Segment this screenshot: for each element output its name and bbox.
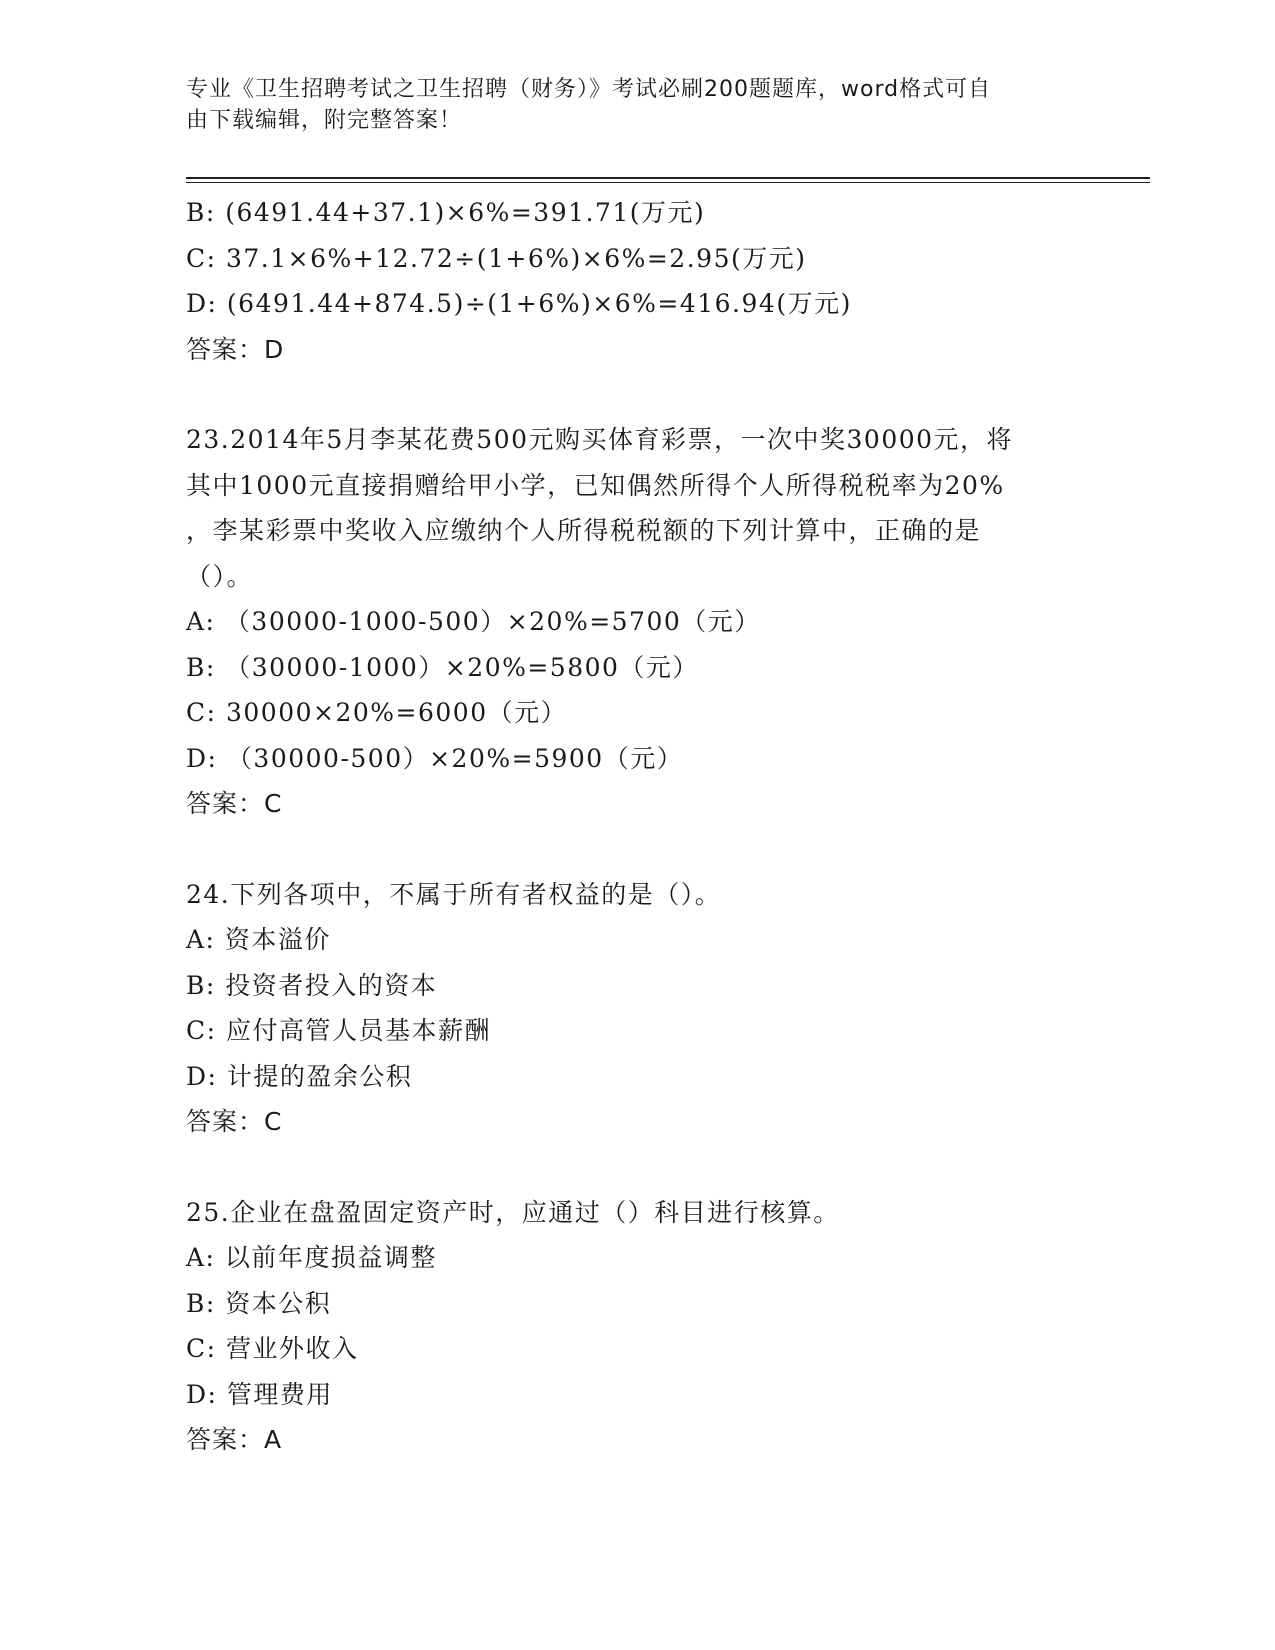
- header-line-1: 专业《卫生招聘考试之卫生招聘（财务）》考试必刷200题题库，word格式可自: [186, 77, 992, 102]
- question-text-line: 23.2014年5月李某花费500元购买体育彩票，一次中奖30000元，将: [186, 425, 1014, 454]
- option-d: D: 管理费用: [186, 1379, 333, 1409]
- answer-line: 答案：C: [186, 1107, 283, 1136]
- header-line-2: 由下载编辑，附完整答案！: [186, 108, 463, 133]
- spacer: [186, 827, 1086, 872]
- question-text-line: 其中1000元直接捐赠给甲小学，已知偶然所得个人所得税税率为20%: [186, 470, 1005, 500]
- option-b: B: （30000-1000）×20%=5800（元）: [186, 652, 699, 682]
- question-text-line: ，李某彩票中奖收入应缴纳个人所得税税额的下列计算中，正确的是: [186, 516, 982, 545]
- header-rule-thick: [186, 177, 1150, 179]
- question-23: [186, 417, 1086, 827]
- option-b: B: (6491.44+37.1)×6%=391.71(万元): [186, 198, 706, 227]
- option-c: C: 应付高管人员基本薪酬: [186, 1016, 491, 1045]
- option-c: C: 营业外收入: [186, 1334, 359, 1363]
- document-header: [186, 74, 1066, 136]
- option-b: B: 投资者投入的资本: [186, 970, 438, 1000]
- question-22-continued: [186, 190, 1086, 372]
- question-24: [186, 872, 1086, 1145]
- option-b: B: 资本公积: [186, 1288, 332, 1318]
- option-c: C: 37.1×6%+12.72÷(1+6%)×6%=2.95(万元): [186, 243, 807, 273]
- option-a: A: 以前年度损益调整: [186, 1243, 437, 1272]
- spacer: [186, 1145, 1086, 1190]
- answer-line: 答案：A: [186, 1425, 283, 1454]
- header-rule-thin: [186, 182, 1150, 183]
- option-a: A: （30000-1000-500）×20%=5700（元）: [186, 607, 761, 636]
- question-text-line: （）。: [186, 561, 254, 591]
- question-text-line: 24.下列各项中，不属于所有者权益的是（）。: [186, 879, 722, 909]
- spacer: [186, 372, 1086, 417]
- option-d: D: （30000-500）×20%=5900（元）: [186, 743, 684, 773]
- answer-line: 答案：D: [186, 334, 285, 364]
- option-a: A: 资本溢价: [186, 925, 331, 954]
- answer-line: 答案：C: [186, 789, 283, 818]
- option-c: C: 30000×20%=6000（元）: [186, 698, 568, 727]
- question-text-line: 25.企业在盘盈固定资产时，应通过（）科目进行核算。: [186, 1197, 840, 1227]
- option-d: D: (6491.44+874.5)÷(1+6%)×6%=416.94(万元): [186, 289, 852, 318]
- document-body: [186, 190, 1086, 1463]
- question-25: [186, 1190, 1086, 1463]
- option-d: D: 计提的盈余公积: [186, 1061, 413, 1091]
